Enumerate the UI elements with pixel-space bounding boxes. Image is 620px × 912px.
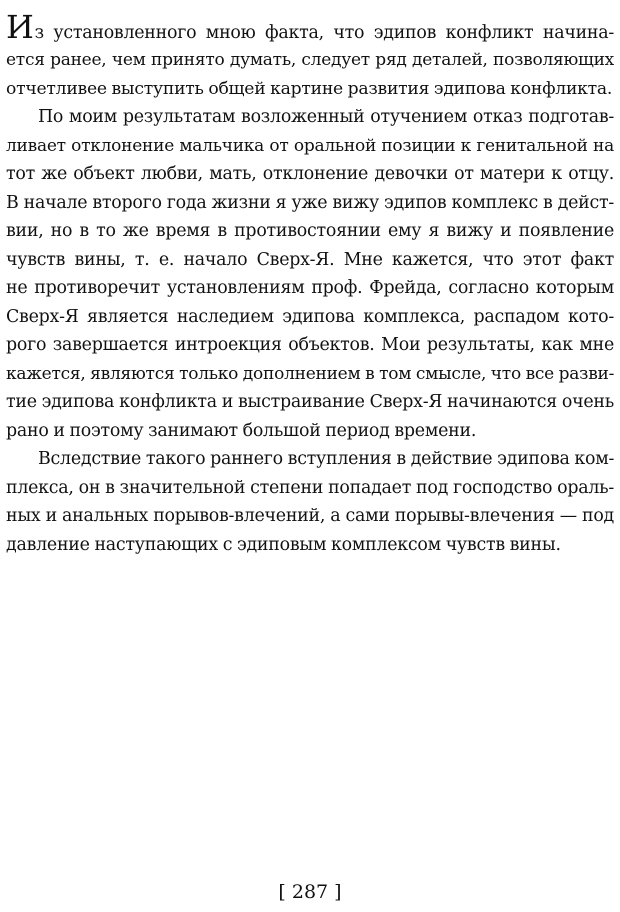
text-line: вии, но в то же время в противостоянии ему я вижу и появление: [6, 221, 614, 241]
text-line: чувств вины, т. е. начало Сверх-Я. Мне кажется, что этот факт: [6, 249, 614, 270]
text-line: ется ранее, чем принято думать, следует ряд деталей, позволяющих: [6, 50, 614, 70]
body-text: [6, 8, 615, 559]
page-number: [ 287 ]: [278, 881, 342, 903]
text-line: ливает отклонение мальчика от оральной позиции к генитальной на: [6, 135, 614, 156]
text-line: рано и поэтому занимают большой период времени.: [6, 420, 477, 441]
text-line: отчетливее выступить общей картине развития эдипова конфликта.: [6, 78, 613, 99]
text-line: Вследствие такого раннего вступления в действие эдипова ком-: [38, 449, 615, 469]
paragraph-3: [6, 445, 614, 559]
text-line: рого завершается интроекция объектов. Мои результаты, как мне: [6, 335, 614, 355]
drop-cap: И: [6, 8, 34, 46]
text-line: не противоречит установлениям проф. Фрейда, согласно которым: [6, 278, 614, 298]
text-line: давление наступающих с эдиповым комплексом чувств вины.: [6, 534, 561, 555]
text-line: тот же объект любви, мать, отклонение девочки от матери к отцу.: [6, 164, 614, 184]
paragraph-1: [6, 8, 614, 103]
text-line: Сверх-Я является наследием эдипова комплекса, распадом кото-: [6, 306, 614, 327]
text-line: тие эдипова конфликта и выстраивание Сверх-Я начинаются очень: [6, 392, 614, 412]
text-line: [6, 8, 614, 46]
line-text: з установленного мною факта, что эдипов конфликт начина-: [34, 23, 614, 43]
text-line: По моим результатам возложенный отучением отказ подготав-: [38, 107, 614, 127]
text-line: кажется, являются только дополнением в том смысле, что все разви-: [6, 363, 615, 384]
text-line: ных и анальных порывов-влечений, а сами порывы-влечения — под: [6, 506, 614, 526]
paragraph-2: [6, 103, 614, 445]
text-line: В начале второго года жизни я уже вижу эдипов комплекс в дейст-: [6, 192, 614, 213]
text-line: плекса, он в значительной степени попадает под господство ораль-: [6, 477, 614, 498]
